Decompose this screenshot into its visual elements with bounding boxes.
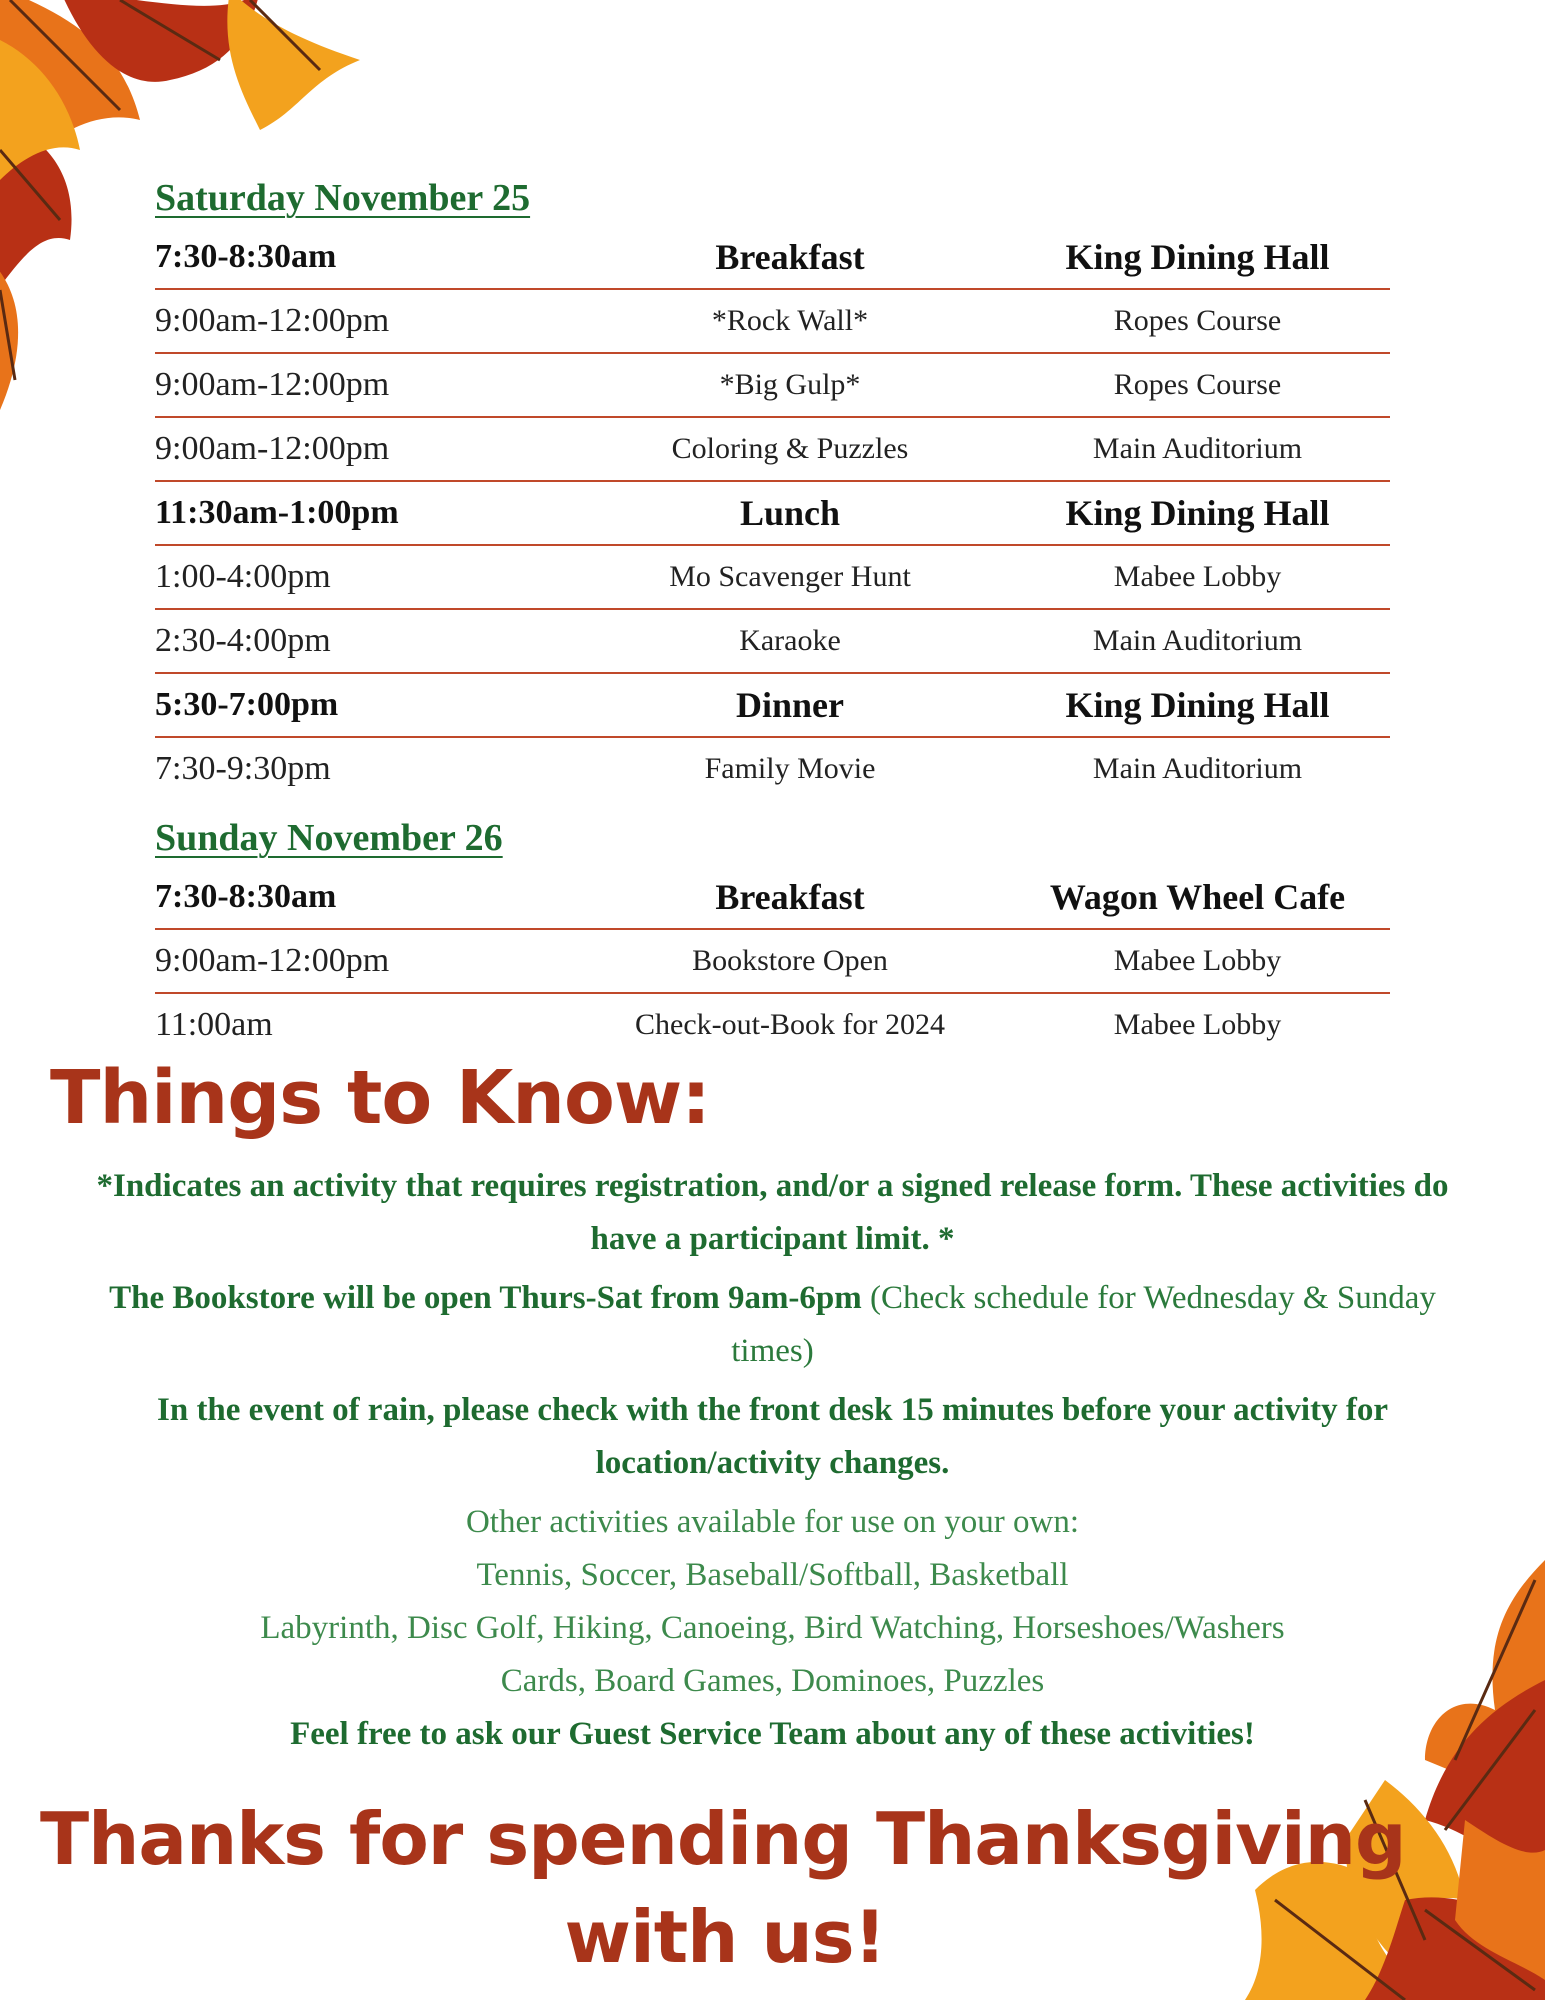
saturday-schedule-table [155, 226, 1390, 800]
sunday-schedule-table [155, 866, 1390, 1056]
schedule-location: Main Auditorium [1005, 609, 1390, 673]
thanks-line-2: with us! [564, 1895, 886, 1979]
schedule-time: 9:00am-12:00pm [155, 417, 575, 481]
schedule-activity: *Big Gulp* [575, 353, 1005, 417]
schedule-time: 11:30am-1:00pm [155, 481, 575, 545]
schedule-time: 7:30-9:30pm [155, 750, 331, 787]
schedule-location: Mabee Lobby [1005, 929, 1390, 993]
schedule-time: 9:00am-12:00pm [155, 929, 575, 993]
things-to-know-notes [90, 1160, 1455, 1761]
schedule-time: 7:30-8:30am [155, 226, 575, 289]
schedule-time: 1:00-4:00pm [155, 545, 575, 609]
schedule-location: Mabee Lobby [1005, 545, 1390, 609]
other-activities-line: Labyrinth, Disc Golf, Hiking, Canoeing, Bird Watching, Horseshoes/Washers [260, 1610, 1285, 1646]
schedule-activity: Bookstore Open [575, 929, 1005, 993]
schedule-location: King Dining Hall [1005, 481, 1390, 545]
schedule-row [155, 226, 1390, 289]
things-to-know-heading: Things to Know: [50, 1055, 710, 1141]
schedule-row [155, 737, 1390, 800]
sunday-heading: Sunday November 26 [155, 817, 503, 859]
schedule-location: King Dining Hall [1005, 226, 1390, 289]
schedule-activity: Check-out-Book for 2024 [635, 1008, 945, 1041]
schedule-time: 5:30-7:00pm [155, 673, 575, 737]
schedule-activity: Dinner [575, 673, 1005, 737]
other-activities-intro: Other activities available for use on your own: [465, 1504, 1080, 1540]
schedule-row [155, 609, 1390, 673]
closing-note: Feel free to ask our Guest Service Team about any of these activities! [290, 1716, 1255, 1752]
schedule-row [155, 545, 1390, 609]
schedule-time: 9:00am-12:00pm [155, 289, 575, 353]
schedule-location: King Dining Hall [1005, 673, 1390, 737]
schedule-activity: Lunch [575, 481, 1005, 545]
schedule-activity: Breakfast [575, 226, 1005, 289]
schedule-activity: Breakfast [575, 866, 1005, 929]
registration-note: *Indicates an activity that requires registration, and/or a signed release form. These activities do have a participant limit. * [96, 1168, 1449, 1257]
schedule-row [155, 673, 1390, 737]
schedule-row [155, 289, 1390, 353]
schedule-location: Main Auditorium [1092, 752, 1303, 785]
schedule-time: 11:00am [155, 1006, 273, 1043]
schedule-location: Main Auditorium [1005, 417, 1390, 481]
bookstore-note: The Bookstore will be open Thurs-Sat from 9am-6pm (Check schedule for Wednesday & Sunday times) [109, 1280, 1436, 1369]
event-schedule [155, 170, 1390, 1056]
schedule-row [155, 481, 1390, 545]
schedule-activity: *Rock Wall* [575, 289, 1005, 353]
schedule-row [155, 353, 1390, 417]
schedule-row [155, 866, 1390, 929]
schedule-activity: Karaoke [575, 609, 1005, 673]
schedule-location: Mabee Lobby [1113, 1008, 1282, 1041]
schedule-time: 7:30-8:30am [155, 866, 575, 929]
thanks-message [20, 1790, 1500, 1986]
schedule-time: 9:00am-12:00pm [155, 353, 575, 417]
schedule-location: Wagon Wheel Cafe [1005, 866, 1390, 929]
schedule-activity: Mo Scavenger Hunt [575, 545, 1005, 609]
schedule-time: 2:30-4:00pm [155, 609, 575, 673]
schedule-row [155, 929, 1390, 993]
schedule-row [155, 417, 1390, 481]
saturday-heading: Saturday November 25 [155, 177, 531, 219]
schedule-activity: Coloring & Puzzles [575, 417, 1005, 481]
schedule-location: Ropes Course [1005, 353, 1390, 417]
schedule-location: Ropes Course [1005, 289, 1390, 353]
schedule-row [155, 993, 1390, 1056]
thanks-line-1: Thanks for spending Thanksgiving [40, 1797, 1406, 1881]
other-activities-line: Cards, Board Games, Dominoes, Puzzles [500, 1663, 1045, 1699]
rain-note: In the event of rain, please check with the front desk 15 minutes before your activity for location/activity changes. [157, 1392, 1388, 1481]
other-activities-line: Tennis, Soccer, Baseball/Softball, Basketball [476, 1557, 1069, 1593]
schedule-activity: Family Movie [704, 752, 876, 785]
